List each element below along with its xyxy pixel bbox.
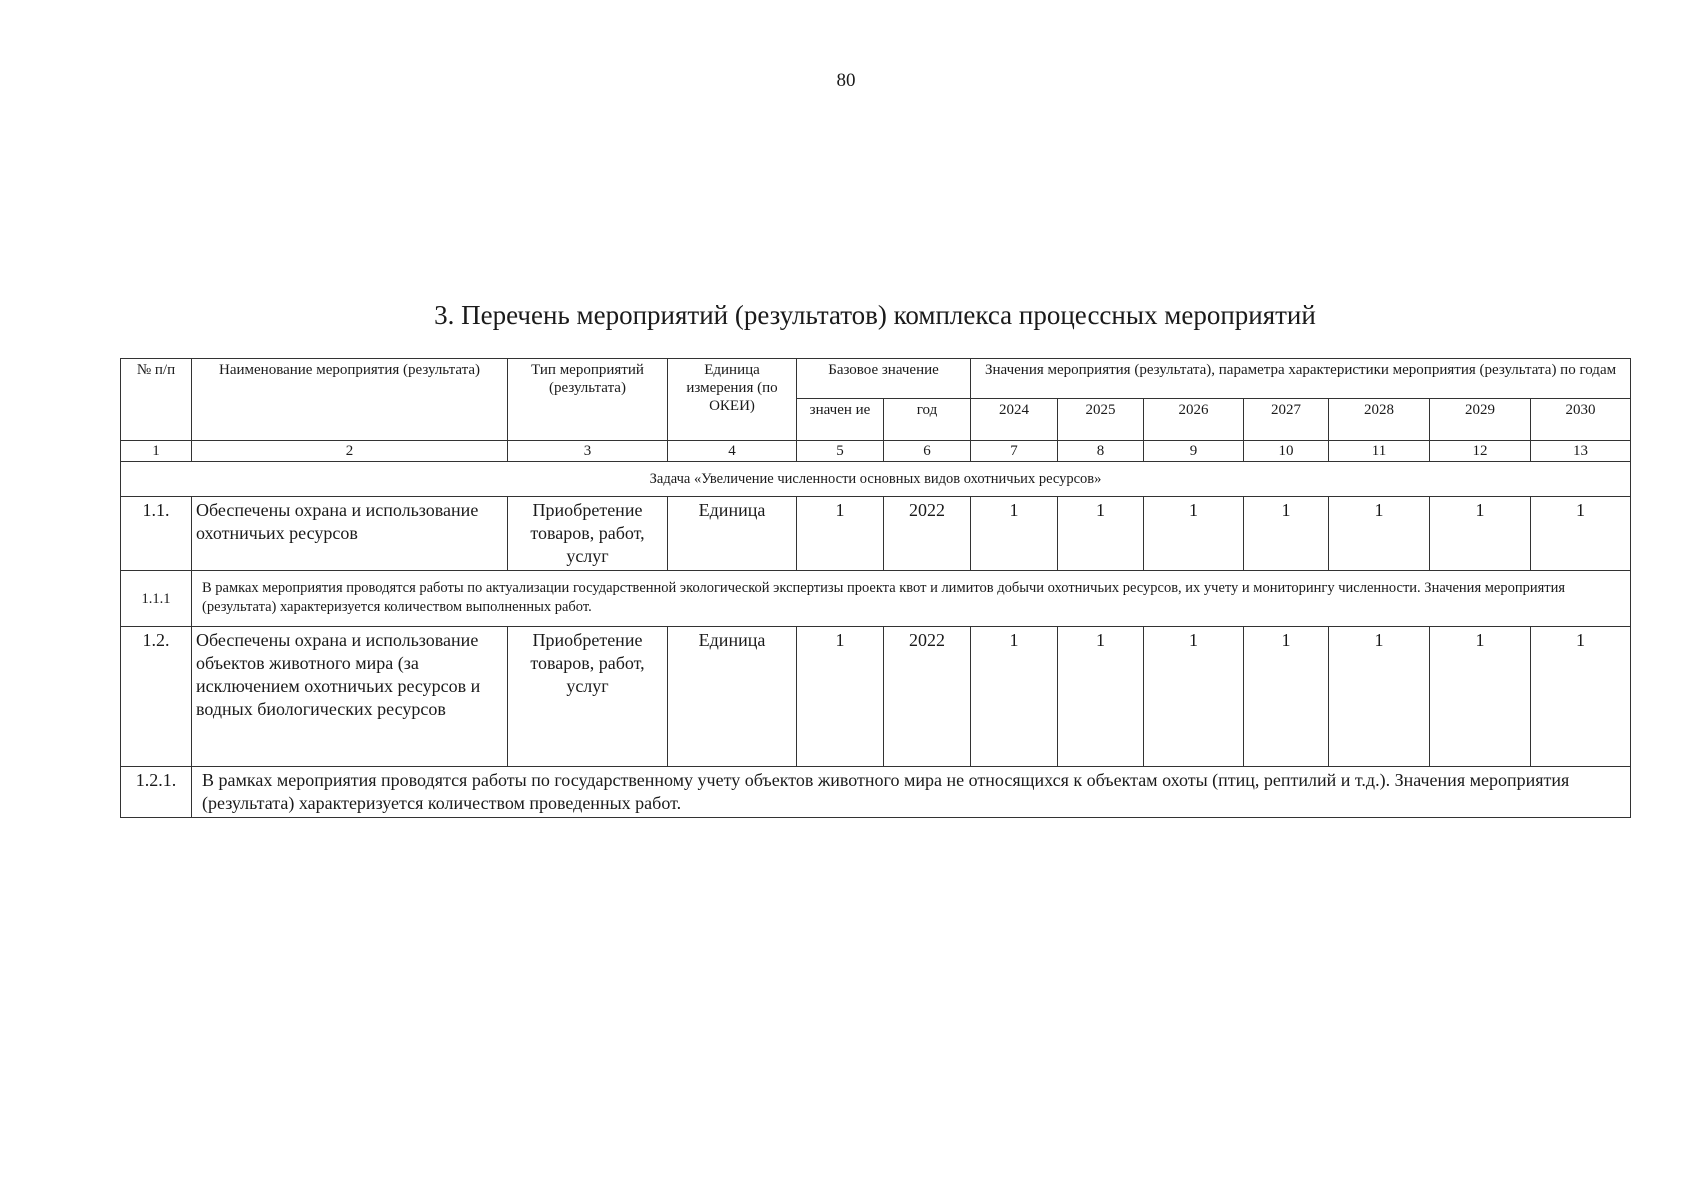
row-type: Приобретение товаров, работ, услуг bbox=[508, 497, 668, 571]
header-num: № п/п bbox=[121, 359, 192, 441]
column-number: 2 bbox=[192, 441, 508, 462]
column-number: 3 bbox=[508, 441, 668, 462]
column-number: 1 bbox=[121, 441, 192, 462]
task-row bbox=[121, 462, 1631, 497]
measures-table bbox=[120, 358, 1631, 818]
description-text: В рамках мероприятия проводятся работы по актуализации государственной экологической экспертизы проекта квот и лимитов добычи охотничьих ресурсов, их учету и мониторингу численности. Значения мероприятия (результата) характеризуется количеством выполненных работ. bbox=[192, 571, 1631, 627]
header-name: Наименование мероприятия (результата) bbox=[192, 359, 508, 441]
column-number: 11 bbox=[1329, 441, 1430, 462]
description-num: 1.1.1 bbox=[121, 571, 192, 627]
description-row bbox=[121, 571, 1631, 627]
row-value: 1 bbox=[971, 627, 1058, 767]
row-value: 1 bbox=[1531, 627, 1631, 767]
header-base: Базовое значение bbox=[797, 359, 971, 399]
row-name: Обеспечены охрана и использование объектов животного мира (за исключением охотничьих ресурсов и водных биологических ресурсов bbox=[192, 627, 508, 767]
row-value: 1 bbox=[1531, 497, 1631, 571]
row-value: 1 bbox=[971, 497, 1058, 571]
header-type: Тип мероприятий (результата) bbox=[508, 359, 668, 441]
row-num: 1.2. bbox=[121, 627, 192, 767]
header-unit: Единица измерения (по ОКЕИ) bbox=[668, 359, 797, 441]
row-value: 1 bbox=[1244, 497, 1329, 571]
header-year: 2024 bbox=[971, 399, 1058, 441]
column-number: 12 bbox=[1430, 441, 1531, 462]
column-number: 13 bbox=[1531, 441, 1631, 462]
header-year: 2027 bbox=[1244, 399, 1329, 441]
table-row bbox=[121, 497, 1631, 571]
row-name: Обеспечены охрана и использование охотничьих ресурсов bbox=[192, 497, 508, 571]
header-year: 2029 bbox=[1430, 399, 1531, 441]
row-base-year: 2022 bbox=[884, 627, 971, 767]
column-number: 8 bbox=[1058, 441, 1144, 462]
description-text: В рамках мероприятия проводятся работы по государственному учету объектов животного мира не относящихся к объектам охоты (птиц, рептилий и т.д.). Значения мероприятия (результата) характеризуется количеством проведенных работ. bbox=[192, 767, 1631, 818]
column-number: 5 bbox=[797, 441, 884, 462]
row-base-value: 1 bbox=[797, 497, 884, 571]
task-title: Задача «Увеличение численности основных видов охотничьих ресурсов» bbox=[121, 462, 1631, 497]
document-title: 3. Перечень мероприятий (результатов) комплекса процессных мероприятий bbox=[434, 300, 1316, 330]
column-number: 7 bbox=[971, 441, 1058, 462]
row-value: 1 bbox=[1144, 497, 1244, 571]
page-number: 80 bbox=[836, 70, 856, 91]
row-unit: Единица bbox=[668, 627, 797, 767]
row-base-year: 2022 bbox=[884, 497, 971, 571]
description-num: 1.2.1. bbox=[121, 767, 192, 818]
row-value: 1 bbox=[1244, 627, 1329, 767]
header-values: Значения мероприятия (результата), параметра характеристики мероприятия (результата) по годам bbox=[971, 359, 1631, 399]
header-base-year: год bbox=[884, 399, 971, 441]
row-type: Приобретение товаров, работ, услуг bbox=[508, 627, 668, 767]
column-numbers-row bbox=[121, 441, 1631, 462]
row-value: 1 bbox=[1058, 497, 1144, 571]
row-num: 1.1. bbox=[121, 497, 192, 571]
header-year: 2026 bbox=[1144, 399, 1244, 441]
row-value: 1 bbox=[1144, 627, 1244, 767]
column-number: 6 bbox=[884, 441, 971, 462]
header-year: 2030 bbox=[1531, 399, 1631, 441]
row-value: 1 bbox=[1329, 497, 1430, 571]
column-number: 4 bbox=[668, 441, 797, 462]
row-unit: Единица bbox=[668, 497, 797, 571]
table-row bbox=[121, 627, 1631, 767]
header-base-value: значен ие bbox=[797, 399, 884, 441]
row-value: 1 bbox=[1430, 497, 1531, 571]
row-value: 1 bbox=[1430, 627, 1531, 767]
row-value: 1 bbox=[1058, 627, 1144, 767]
row-base-value: 1 bbox=[797, 627, 884, 767]
header-year: 2028 bbox=[1329, 399, 1430, 441]
description-row bbox=[121, 767, 1631, 818]
column-number: 10 bbox=[1244, 441, 1329, 462]
header-year: 2025 bbox=[1058, 399, 1144, 441]
column-number: 9 bbox=[1144, 441, 1244, 462]
row-value: 1 bbox=[1329, 627, 1430, 767]
